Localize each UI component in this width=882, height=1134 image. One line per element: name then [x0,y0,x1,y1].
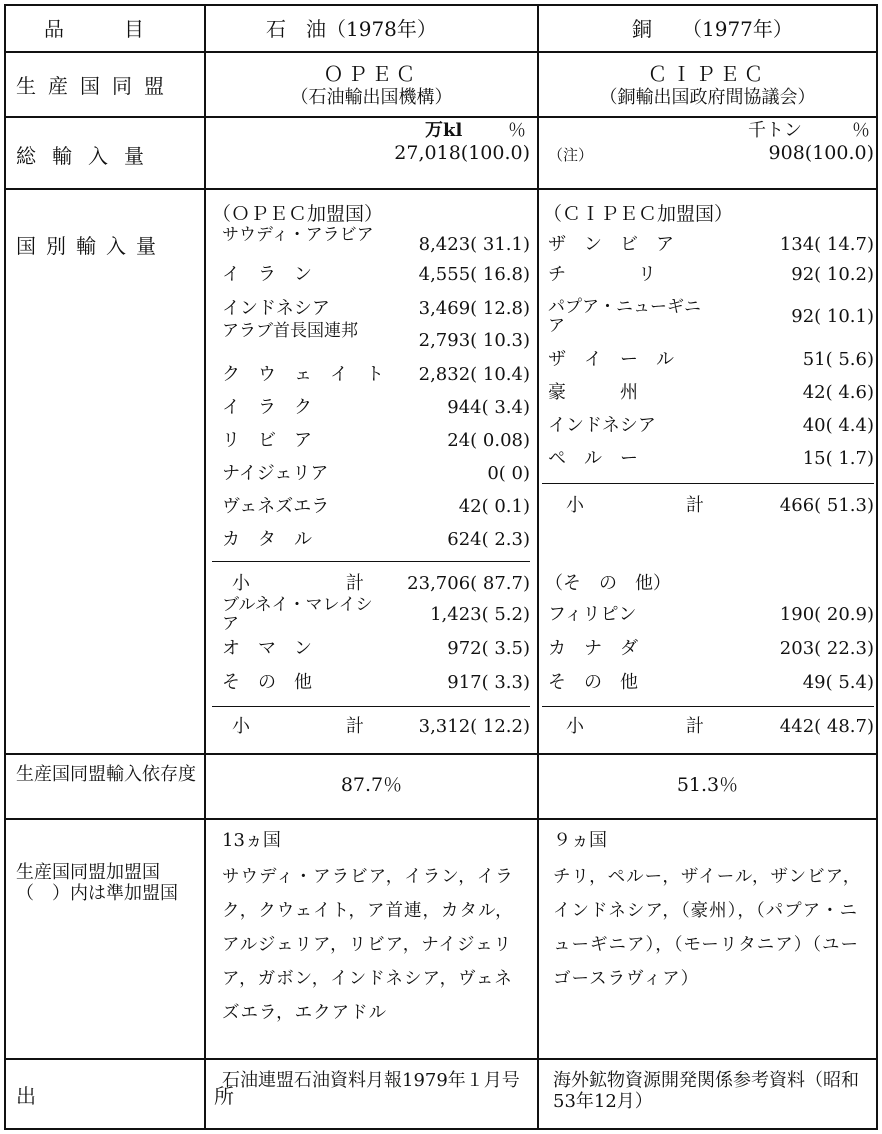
oil-member-value: 0( 0) [487,463,530,484]
copper-subtotal1-value: 466( 51.3) [779,495,874,516]
row-divider-by-country [4,753,878,755]
copper-member-name: パプア・ニューギニア [548,297,701,336]
oil-member-name: ナイジェリア [222,463,329,484]
copper-member-name: インドネシア [548,415,656,436]
oil-source: 石油連盟石油資料月報1979年１月号 [222,1070,520,1091]
row-divider-dependency [4,818,878,820]
copper-subtotal1-label: 小 計 [566,495,726,516]
header-item-label: 品 目 [44,17,144,41]
table-border-left [4,4,6,1130]
oil-other-name: オ マ ン [222,638,312,659]
oil-member-value: 8,423( 31.1) [418,234,530,255]
copper-other-name: フィリピン [548,604,637,625]
copper-other-value: 190( 20.9) [779,604,874,625]
copper-member-name: チ リ [548,264,656,285]
copper-member-value: 51( 5.6) [802,349,874,370]
copper-total-pct-unit: ％ [852,120,870,141]
members-label: 生産国同盟加盟国（ ）内は準加盟国 [16,862,178,904]
copper-subtotal1-separator [542,483,874,484]
copper-alliance-full: （銅輸出国政府間協議会） [599,87,816,108]
row-divider-members [4,1058,878,1060]
oil-member-name: カ タ ル [222,529,312,550]
oil-subtotal1-separator [212,561,530,562]
copper-total-note: （注） [548,146,594,164]
copper-subtotal2-value: 442( 48.7) [779,716,874,737]
copper-member-name: 豪 州 [548,382,638,403]
table-border-right [876,4,878,1130]
table-border-top [4,4,878,6]
copper-member-value: 40( 4.4) [802,415,874,436]
copper-subtotal2-separator [542,706,874,707]
copper-member-name: ザ ン ビ ア [548,234,674,255]
oil-member-name: アラブ首長国連邦 [222,321,358,341]
copper-alliance-name: ＣＩＰＥＣ [647,62,768,86]
column-divider-2 [537,4,539,1130]
oil-member-name: イ ラ ン [222,264,312,285]
oil-other-value: 972( 3.5) [447,638,530,659]
oil-member-name: ク ウ ェ イ ト [222,364,384,385]
oil-total-value: 27,018(100.0) [394,142,530,164]
copper-subtotal2-label: 小 計 [566,716,726,737]
oil-other-value: 1,423( 5.2) [430,604,530,625]
copper-member-value: 134( 14.7) [779,234,874,255]
column-divider-1 [204,4,206,1130]
by-country-label: 国別輸入量 [16,234,166,258]
copper-member-value: 42( 4.6) [802,382,874,403]
copper-other-value: 203( 22.3) [779,638,874,659]
oil-other-name: そ の 他 [222,672,312,693]
oil-member-value: 42( 0.1) [458,496,530,517]
oil-subtotal1-value: 23,706( 87.7) [407,573,530,594]
copper-other-value: 49( 5.4) [802,672,874,693]
oil-member-value: 24( 0.08) [447,430,530,451]
copper-others-heading: （そ の 他） [545,573,671,594]
copper-other-name: そ の 他 [548,672,638,693]
oil-members-heading: （ＯＰＥＣ加盟国） [212,203,384,225]
oil-subtotal2-separator [212,706,530,707]
row-divider-total [4,188,878,190]
copper-total-value: 908(100.0) [768,142,874,164]
oil-member-value: 3,469( 12.8) [418,298,530,319]
oil-subtotal1-label: 小 計 [232,573,384,594]
oil-member-name: ヴェネズエラ [222,496,330,517]
table-border-bottom [4,1128,878,1130]
oil-alliance-name: ＯＰＥＣ [323,62,420,86]
oil-other-value: 917( 3.3) [447,672,530,693]
oil-alliance-full: （石油輸出国機構） [290,87,453,108]
oil-member-name: インドネシア [222,298,330,319]
row-divider-alliance [4,116,878,118]
oil-member-value: 624( 2.3) [447,529,530,550]
copper-dependency-value: 51.3％ [676,774,739,796]
copper-other-name: カ ナ ダ [548,638,638,659]
row-divider-header [4,51,878,53]
copper-member-value: 15( 1.7) [802,448,874,469]
copper-source: 海外鉱物資源開発関係参考資料（昭和53年12月） [553,1070,859,1112]
copper-members-heading: （ＣＩＰＥＣ加盟国） [543,203,734,225]
oil-member-value: 2,793( 10.3) [418,330,530,351]
dependency-label: 生産国同盟輸入依存度 [16,764,196,785]
header-copper-label: 銅 （1977年） [632,17,793,41]
copper-member-name: ペ ル ー [548,448,638,469]
oil-member-value: 4,555( 16.8) [418,264,530,285]
copper-member-name: ザ イ ー ル [548,349,674,370]
oil-total-unit: 万kl [425,120,463,141]
copper-member-value: 92( 10.2) [791,264,874,285]
alliance-label [16,76,192,96]
oil-member-name: イ ラ ク [222,397,312,418]
oil-member-name: リ ビ ア [222,430,312,451]
oil-members-count: 13ヵ国 [222,830,281,851]
oil-member-value: 2,832( 10.4) [418,364,530,385]
oil-members-list: サウディ・アラビア，イラン，イラク，クウェイト，ア首連，カタル，アルジェリア，リビア，ナイジェリア，ガボン，インドネシア，ヴェネズエラ，エクアドル [222,867,514,1023]
oil-subtotal2-value: 3,312( 12.2) [418,716,530,737]
source-label: 出 所 [16,1084,247,1108]
copper-total-unit: 千トン [748,120,802,141]
oil-member-value: 944( 3.4) [447,397,530,418]
oil-dependency-value: 87.7％ [340,774,403,796]
oil-member-name: サウディ・アラビア [222,225,374,245]
oil-total-pct-unit: ％ [508,120,526,141]
header-oil-label: 石 油（1978年） [266,17,437,41]
oil-other-name: ブルネイ・マレイシア [222,595,373,634]
alliance-label-text: 生産国同盟 [16,74,176,98]
copper-members-count: ９ヵ国 [553,830,607,851]
copper-member-value: 92( 10.1) [791,306,874,327]
oil-subtotal2-label: 小 計 [232,716,384,737]
copper-members-list: チリ，ペルー，ザイール，ザンビア，インドネシア，（豪州），（パプア・ニューギニア），（モーリタニア）（ユーゴースラヴィア） [553,867,862,989]
total-label: 総輸入量 [16,144,160,168]
